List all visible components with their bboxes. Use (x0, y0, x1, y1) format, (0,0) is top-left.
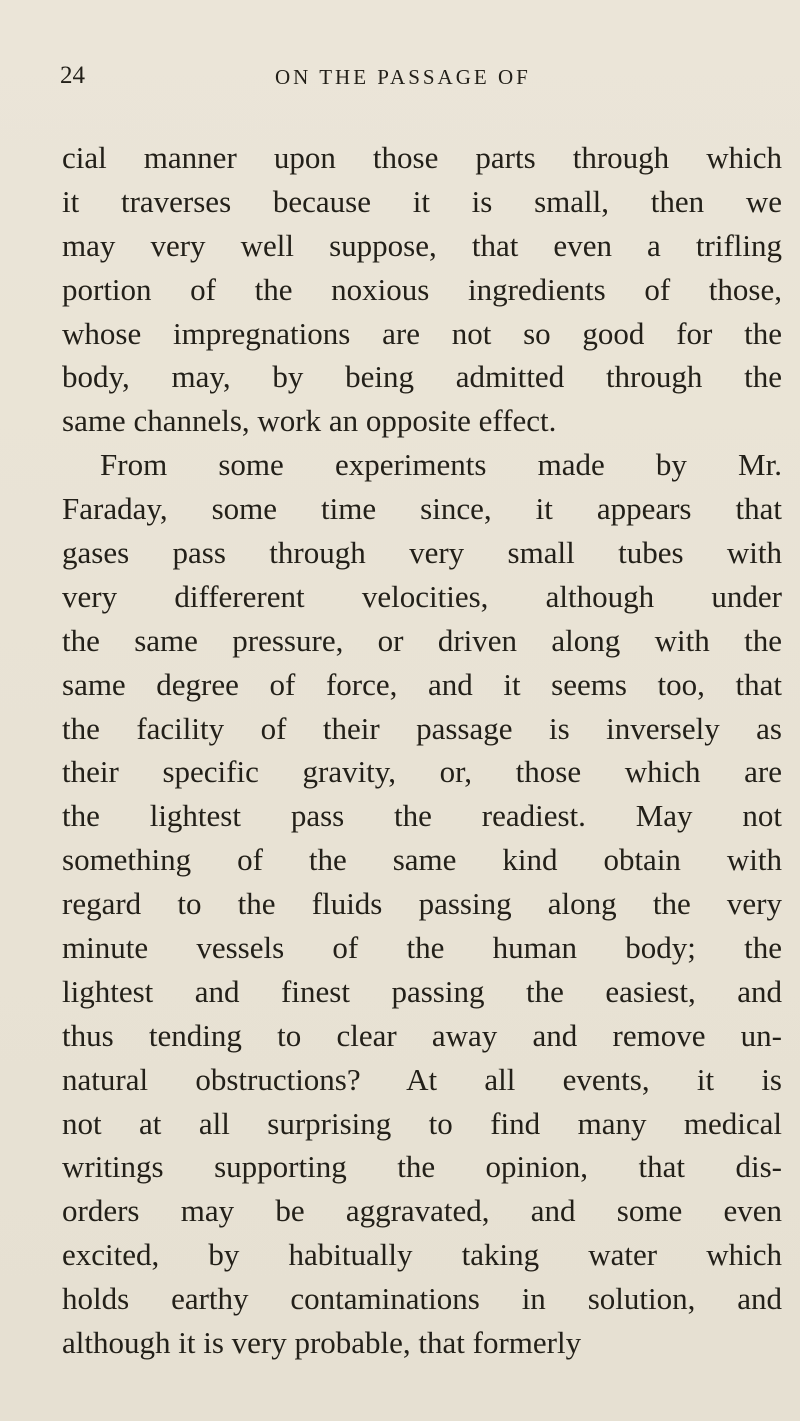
text-line: regard to the fluids passing along the very (62, 886, 782, 922)
text-line: excited, by habitually taking water which (62, 1237, 782, 1273)
page-number: 24 (60, 62, 85, 89)
text-line: although it is very probable, that formerly (62, 1325, 582, 1361)
text-line: lightest and finest passing the easiest, and (62, 973, 782, 1009)
text-line: the lightest pass the readiest. May not (62, 798, 782, 834)
text-line: not at all surprising to find many medical (62, 1105, 782, 1141)
text-line: their specific gravity, or, those which are (62, 754, 782, 790)
text-line: something of the same kind obtain with (62, 842, 782, 878)
text-line: very differerent velocities, although under (62, 578, 782, 614)
text-line: may very well suppose, that even a trifling (62, 227, 782, 263)
text-line: cial manner upon those parts through which (62, 140, 782, 175)
text-line: natural obstructions? At all events, it is (62, 1061, 782, 1097)
text-line: thus tending to clear away and remove un- (62, 1017, 782, 1053)
text-line: orders may be aggravated, and some even (62, 1193, 782, 1229)
text-line: portion of the noxious ingredients of those, (62, 271, 782, 307)
body-text (62, 136, 782, 1365)
paragraph-start-line: From some experiments made by Mr. (100, 447, 782, 483)
page-header (60, 62, 760, 94)
text-line: the facility of their passage is inversely as (62, 710, 782, 746)
text-line: holds earthy contaminations in solution, and (62, 1281, 782, 1317)
running-head: ON THE PASSAGE OF (275, 65, 531, 89)
text-line: body, may, by being admitted through the (62, 359, 782, 395)
text-line: whose impregnations are not so good for the (62, 315, 782, 351)
text-line: minute vessels of the human body; the (62, 930, 782, 966)
text-line: same degree of force, and it seems too, that (62, 666, 782, 702)
text-line: Faraday, some time since, it appears that (62, 491, 782, 527)
text-line: writings supporting the opinion, that dis- (62, 1149, 782, 1185)
text-line: it traverses because it is small, then we (62, 183, 782, 219)
text-line: same channels, work an opposite effect. (62, 403, 557, 439)
text-line: gases pass through very small tubes with (62, 535, 782, 571)
text-line: the same pressure, or driven along with the (62, 622, 782, 658)
